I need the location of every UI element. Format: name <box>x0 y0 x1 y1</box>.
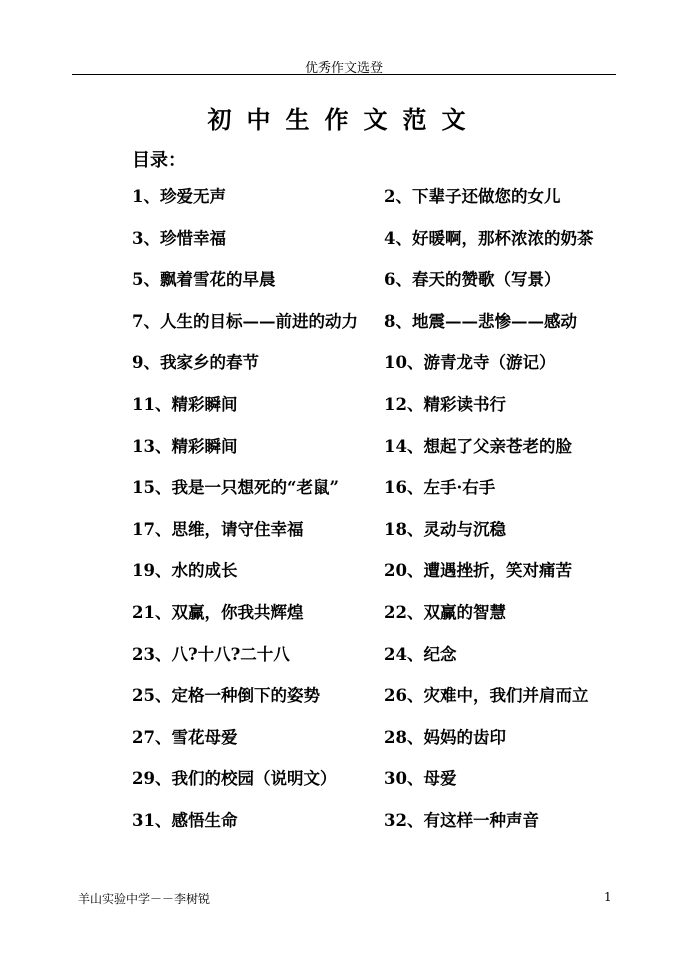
toc-row <box>132 557 632 599</box>
toc-entry: 25、定格一种倒下的姿势 <box>132 686 320 706</box>
toc-row <box>132 474 632 516</box>
toc-row <box>132 433 632 475</box>
toc-entry: 24、纪念 <box>384 644 457 664</box>
toc-entry: 31、感悟生命 <box>132 810 238 830</box>
toc-heading: 目录： <box>132 150 186 171</box>
toc-row <box>132 308 632 350</box>
toc-row <box>132 599 632 641</box>
toc-entry: 28、妈妈的齿印 <box>384 727 506 747</box>
toc-entry: 9、我家乡的春节 <box>132 353 259 373</box>
running-header: 优秀作文选登 <box>304 61 383 76</box>
toc-row <box>132 724 632 766</box>
toc-row <box>132 225 632 267</box>
page-number: 1 <box>604 890 612 904</box>
toc-entry: 8、地震——悲惨——感动 <box>384 311 577 331</box>
toc-row <box>132 391 632 433</box>
footer-author: 羊山实验中学－－李树锐 <box>78 892 211 906</box>
toc-entry: 21、双赢，你我共辉煌 <box>132 602 304 622</box>
table-of-contents <box>132 183 632 849</box>
toc-row <box>132 807 632 849</box>
toc-entry: 5、飘着雪花的早晨 <box>132 270 276 290</box>
header-divider <box>72 74 616 75</box>
toc-entry: 4、好暖啊，那杯浓浓的奶茶 <box>384 228 594 248</box>
toc-entry: 2、下辈子还做您的女儿 <box>384 187 561 206</box>
toc-row <box>132 349 632 391</box>
toc-entry: 20、遭遇挫折，笑对痛苦 <box>384 561 572 581</box>
toc-row <box>132 765 632 807</box>
toc-entry: 3、珍惜幸福 <box>132 228 226 248</box>
toc-row <box>132 682 632 724</box>
toc-entry: 13、精彩瞬间 <box>132 436 238 456</box>
toc-entry: 27、雪花母爱 <box>132 727 238 747</box>
toc-row <box>132 183 632 225</box>
toc-entry: 16、左手·右手 <box>384 478 496 498</box>
toc-entry: 6、春天的赞歌（写景） <box>384 270 561 290</box>
toc-entry: 1、珍爱无声 <box>132 187 226 206</box>
toc-entry: 14、想起了父亲苍老的脸 <box>384 436 572 456</box>
toc-entry: 26、灾难中，我们并肩而立 <box>384 686 589 706</box>
document-title: 初中生作文范文 <box>207 105 481 134</box>
toc-entry: 23、八?十八?二十八 <box>132 644 290 664</box>
toc-entry: 12、精彩读书行 <box>384 394 506 414</box>
toc-entry: 22、双赢的智慧 <box>384 602 506 622</box>
toc-entry: 7、人生的目标——前进的动力 <box>132 311 358 331</box>
toc-entry: 30、母爱 <box>384 769 457 789</box>
toc-entry: 32、有这样一种声音 <box>384 810 539 830</box>
toc-entry: 18、灵动与沉稳 <box>384 519 506 539</box>
toc-entry: 10、游青龙寺（游记） <box>384 353 556 373</box>
toc-entry: 11、精彩瞬间 <box>132 394 238 414</box>
toc-entry: 15、我是一只想死的“老鼠” <box>132 478 339 498</box>
toc-row <box>132 641 632 683</box>
toc-entry: 29、我们的校园（说明文） <box>132 769 337 789</box>
toc-row <box>132 516 632 558</box>
toc-row <box>132 266 632 308</box>
toc-entry: 17、思维，请守住幸福 <box>132 519 304 539</box>
toc-entry: 19、水的成长 <box>132 561 238 581</box>
